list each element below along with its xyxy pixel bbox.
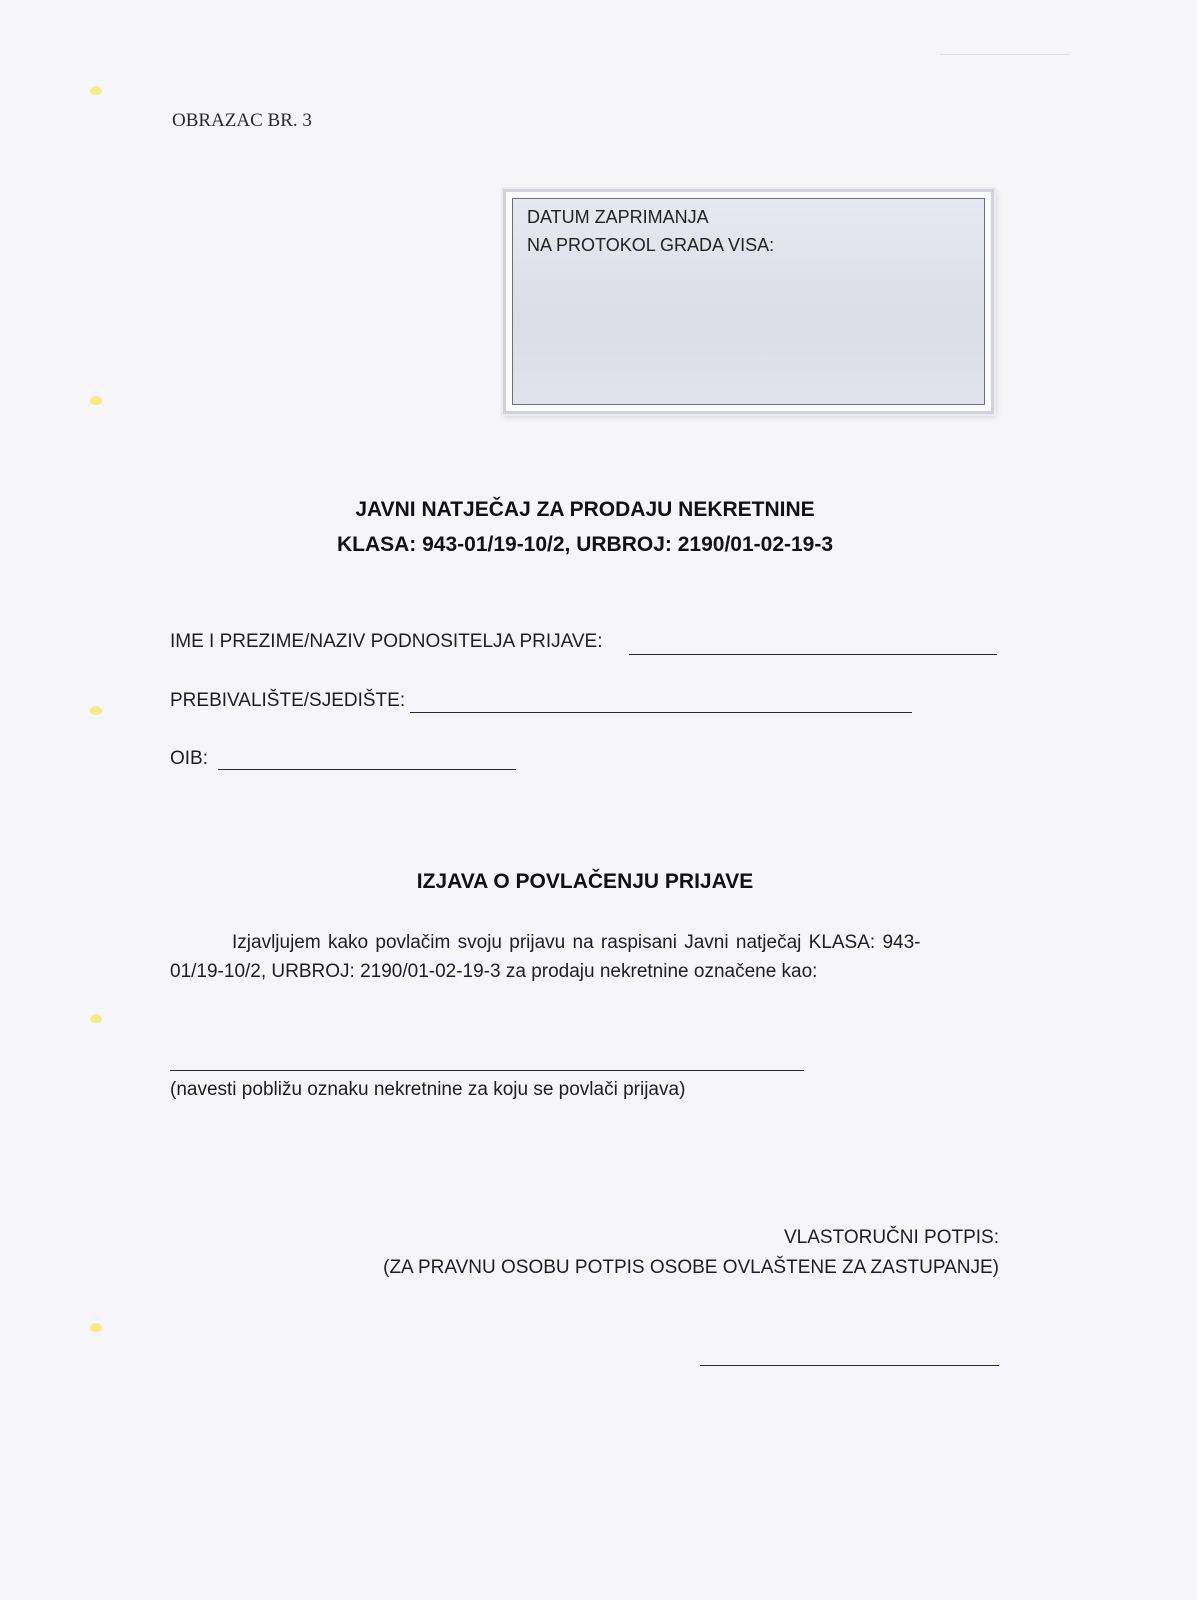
oib-label: OIB: — [170, 748, 209, 769]
punch-hole-mark — [90, 1014, 102, 1023]
property-designation-field[interactable] — [170, 1070, 804, 1071]
stamp-label-line2: NA PROTOKOL GRADA VISA: — [527, 235, 775, 255]
form-number: OBRAZAC BR. 3 — [172, 110, 312, 131]
applicant-name-label: IME I PREZIME/NAZIV PODNOSITELJA PRIJAVE: — [170, 631, 603, 652]
punch-hole-mark — [90, 86, 102, 95]
scan-artifact-line — [940, 54, 1070, 55]
signature-label: VLASTORUČNI POTPIS: — [783, 1227, 999, 1248]
residence-field[interactable] — [410, 712, 912, 713]
punch-hole-mark — [90, 706, 102, 715]
residence-label: PREBIVALIŠTE/SJEDIŠTE: — [170, 690, 406, 711]
statement-title: IZJAVA O POVLAČENJU PRIJAVE — [416, 870, 754, 893]
tender-reference: KLASA: 943-01/19-10/2, URBROJ: 2190/01-02-19-3 — [336, 533, 834, 556]
applicant-name-field[interactable] — [629, 654, 997, 655]
receipt-stamp-box — [503, 189, 994, 414]
stamp-label-line1: DATUM ZAPRIMANJA — [527, 207, 709, 227]
oib-field[interactable] — [218, 769, 516, 770]
tender-title: JAVNI NATJEČAJ ZA PRODAJU NEKRETNINE — [355, 498, 815, 521]
signature-note: (ZA PRAVNU OSOBU POTPIS OSOBE OVLAŠTENE ZA ZASTUPANJE) — [383, 1257, 999, 1278]
receipt-stamp-area — [512, 198, 985, 405]
property-designation-hint: (navesti pobližu oznaku nekretnine za koju se povlači prijava) — [170, 1079, 686, 1100]
punch-hole-mark — [90, 1323, 102, 1332]
signature-field[interactable] — [700, 1365, 999, 1366]
statement-text-line2: 01/19-10/2, URBROJ: 2190/01-02-19-3 za prodaju nekretnine označene kao: — [170, 961, 818, 982]
statement-text-line1: Izjavljujem kako povlačim svoju prijavu na raspisani Javni natječaj KLASA: 943- — [232, 932, 921, 953]
punch-hole-mark — [90, 396, 102, 405]
